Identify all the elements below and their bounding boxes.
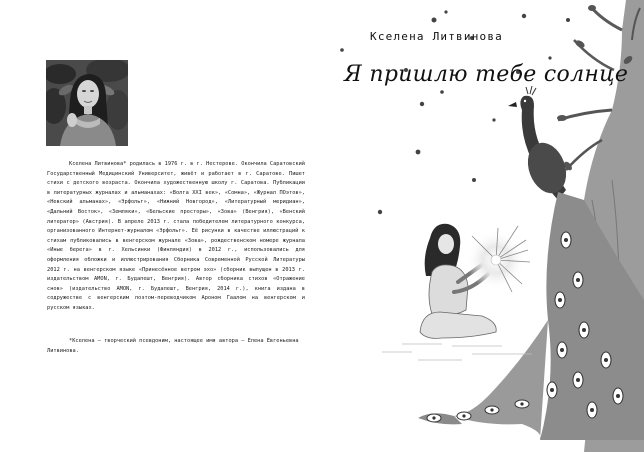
peacock xyxy=(508,86,573,200)
pseudonym-footnote: *Кселена – творческий псевдоним, настоящее имя автора – Елена Евгеньевна Литвинова. xyxy=(47,338,299,354)
front-cover xyxy=(322,0,644,452)
book-title: Я пришлю тебе солнце xyxy=(344,62,629,87)
ground-strokes xyxy=(382,344,532,360)
book-author: Кселена Литвинова xyxy=(370,30,503,43)
author-photo xyxy=(46,60,128,146)
author-portrait-image xyxy=(46,60,128,146)
author-biography: Кселена Литвинова* родилась в 1976 г. в г. Нестерове. Окончила Саратовский Государственный Медицинский Университет, живёт и работает в г. Саратове. Пишет стихи с детского возраста. Окончила художественную школу г. Саратова. Публикации в литературных журналах и альманахах: «Волга XXI век», «Сомна», «Журнал ПОэтов», «Невский альманах», «Эрфольг», «Нижний Новгород», «Литературный меридиан», «Дальний Восток», «Земляки», «Бельские просторы», «Зова» (Венгрия), «Венский литератор» (Австрия). В апреле 2013 г. стала победителем литературного конкурса, организованного Интернет-журналом «Эрфольг». Её рисунки в качестве иллюстраций к стихам публиковались в венгерском журнале «Зова», рождественском номере журнала «Иные берега» в г. Хельсинки (Финляндия) в 2012 г., использовались для оформления обложки и иллюстрирования Сборника Современной Русской Литературы 2012 г. на венгерском языке «Принесённое ветром эхо» (сборник выпущен в 2013 г. издательством AMON, г. Будапешт, Венгрия). Автор сборника стихов «Отражение снов» (издательство AMON, г. Будапешт, Венгрия, 2014 г.), книга издана в содружестве с венгерским поэтом-переводчиком Ароном Гаалом на венгерском и русском языках. xyxy=(47,161,305,311)
